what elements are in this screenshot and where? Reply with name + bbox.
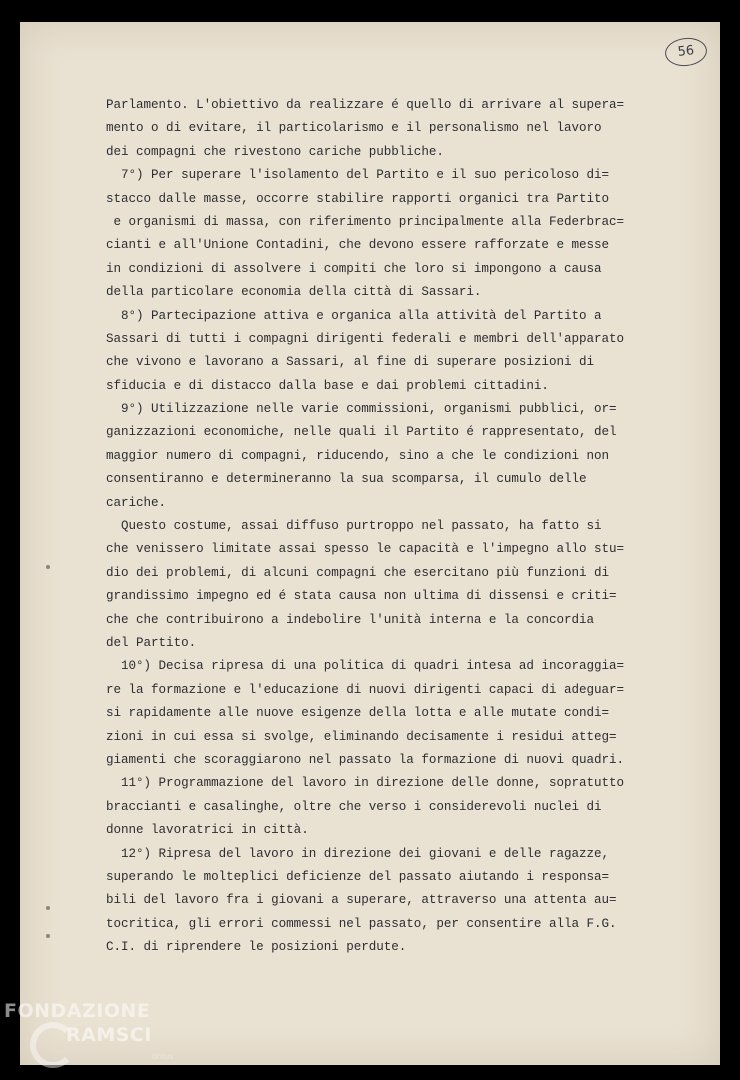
fondazione-gramsci-watermark: [4, 1000, 204, 1075]
typed-text-block: [106, 94, 716, 959]
text-line: giamenti che scoraggiarono nel passato la formazione di nuovi quadri.: [106, 752, 625, 767]
text-line: 8°) Partecipazione attiva e organica alla attività del Partito a: [106, 308, 602, 323]
margin-punch-mark: [46, 934, 50, 938]
text-line: cariche.: [106, 495, 167, 510]
text-line: dio dei problemi, di alcuni compagni che esercitano più funzioni di: [106, 565, 610, 580]
text-line: cianti e all'Unione Contadini, che devono essere rafforzate e messe: [106, 238, 610, 253]
text-line: Parlamento. L'obiettivo da realizzare é quello di arrivare al supera=: [106, 98, 625, 112]
text-line: stacco dalle masse, occorre stabilire rapporti organici tra Partito: [106, 191, 610, 206]
text-line: sfiducia e di distacco dalla base e dai problemi cittadini.: [106, 378, 549, 393]
text-line: dei compagni che rivestono cariche pubbliche.: [106, 144, 444, 159]
page-number-stamp: 56: [664, 36, 709, 68]
text-line: re la formazione e l'educazione di nuovi dirigenti capaci di adeguar=: [106, 682, 625, 697]
text-line: tocritica, gli errori commessi nel passato, per consentire alla F.G.: [106, 916, 617, 931]
text-line: in condizioni di assolvere i compiti che loro si impongono a causa: [106, 261, 602, 276]
text-line: bili del lavoro fra i giovani a superare, attraverso una attenta au=: [106, 893, 617, 908]
text-line: 7°) Per superare l'isolamento del Partito e il suo pericoloso di=: [106, 168, 610, 183]
margin-punch-mark: [46, 906, 50, 910]
text-line: 11°) Programmazione del lavoro in direzione delle donne, sopratutto: [106, 776, 625, 791]
margin-punch-mark: [46, 565, 50, 569]
text-line: 10°) Decisa ripresa di una politica di quadri intesa ad incoraggia=: [106, 659, 625, 674]
watermark-subtitle: RAMSCI: [66, 1024, 152, 1046]
text-line: ganizzazioni economiche, nelle quali il Partito é rappresentato, del: [106, 425, 617, 440]
text-line: maggior numero di compagni, riducendo, sino a che le condizioni non: [106, 448, 610, 463]
text-line: superando le molteplici deficienze del passato aiutando i responsa=: [106, 869, 610, 884]
document-page: [20, 22, 720, 1065]
text-line: che vivono e lavorano a Sassari, al fine di superare posizioni di: [106, 355, 594, 370]
text-line: 9°) Utilizzazione nelle varie commissioni, organismi pubblici, or=: [106, 402, 617, 417]
text-line: che che contribuirono a indebolire l'unità interna e la concordia: [106, 612, 594, 627]
text-line: si rapidamente alle nuove esigenze della lotta e alle mutate condi=: [106, 706, 610, 721]
watermark-suffix: onlus: [152, 1052, 174, 1061]
text-line: grandissimo impegno ed é stata causa non ultima di dissensi e criti=: [106, 589, 617, 604]
text-line: mento o di evitare, il particolarismo e il personalismo nel lavoro: [106, 121, 602, 136]
text-line: Sassari di tutti i compagni dirigenti federali e membri dell'apparato: [106, 331, 625, 346]
text-line: zioni in cui essa si svolge, eliminando decisamente i residui atteg=: [106, 729, 617, 744]
text-line: Questo costume, assai diffuso purtroppo nel passato, ha fatto si: [106, 519, 602, 534]
text-line: 12°) Ripresa del lavoro in direzione dei giovani e delle ragazze,: [106, 846, 610, 861]
text-line: che venissero limitate assai spesso le capacità e l'impegno allo stu=: [106, 542, 625, 557]
text-line: donne lavoratrici in città.: [106, 823, 309, 838]
text-line: del Partito.: [106, 635, 197, 650]
text-line: consentiranno e determineranno la sua scomparsa, il cumulo delle: [106, 472, 587, 487]
text-line: della particolare economia della città di Sassari.: [106, 285, 482, 300]
text-line: braccianti e casalinghe, oltre che verso i considerevoli nuclei di: [106, 799, 602, 814]
text-line: C.I. di riprendere le posizioni perdute.: [106, 940, 407, 955]
text-line: e organismi di massa, con riferimento principalmente alla Federbrac=: [106, 214, 625, 229]
watermark-title: FONDAZIONE: [4, 1000, 151, 1022]
